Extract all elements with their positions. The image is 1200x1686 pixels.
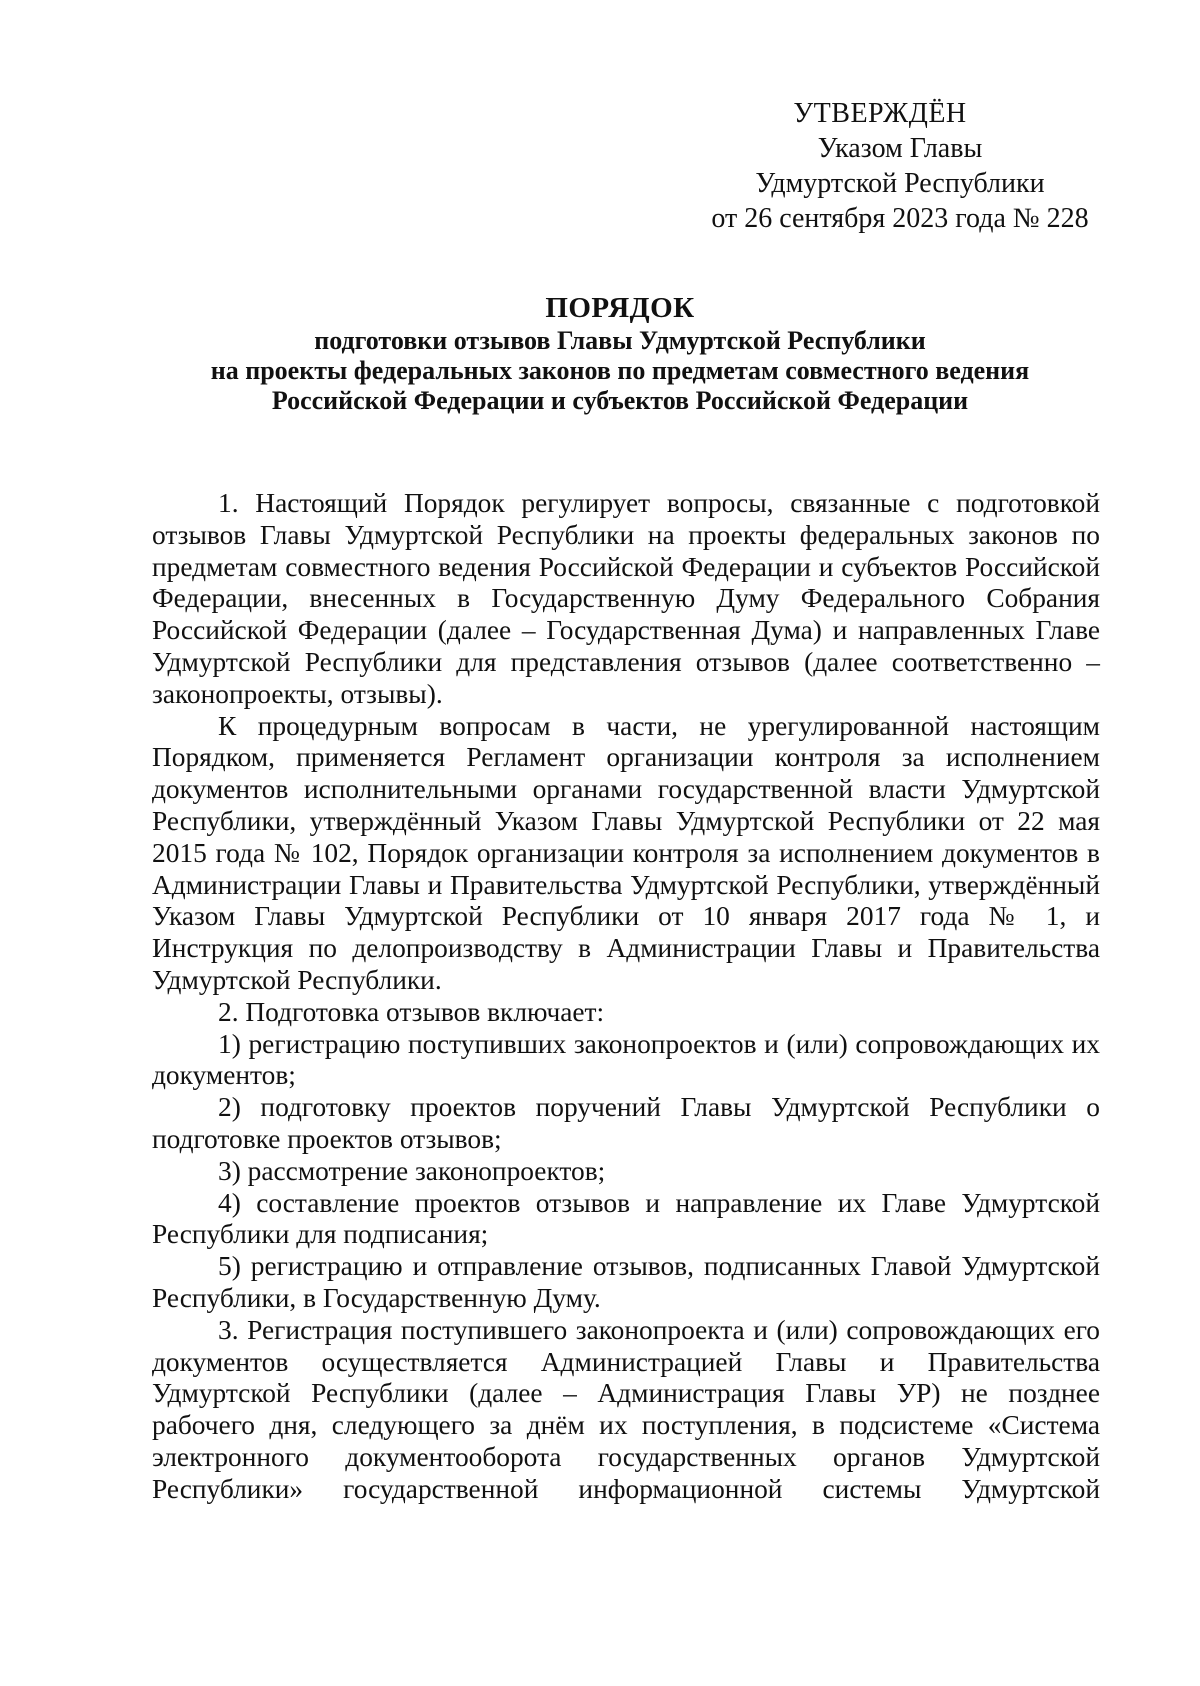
paragraph-3: 3. Регистрация поступившего законопроекта и (или) сопровождающих его документов осуществляется Администрацией Главы и Правительства Удмуртской Республики (далее – Администрация Главы УР) не позднее рабочего дня, следующего за днём их поступления, в подсистеме «Система электронного документооборота государственных органов Удмуртской Республики» государственной информационной системы Удмуртской — [152, 1314, 1100, 1504]
list-item-4: 4) составление проектов отзывов и направление их Главе Удмуртской Республики для подписания; — [152, 1187, 1100, 1250]
document-body — [152, 488, 1100, 1506]
list-item-3: 3) рассмотрение законопроектов; — [218, 1155, 606, 1186]
document-subtitle-line-1: подготовки отзывов Главы Удмуртской Республики — [314, 326, 926, 355]
list-item-1: 1) регистрацию поступивших законопроектов и (или) сопровождающих их документов; — [152, 1028, 1100, 1091]
approval-stamp — [690, 96, 1110, 236]
approval-line-republic: Удмуртской Республики — [755, 168, 1045, 199]
paragraph-2: 2. Подготовка отзывов включает: — [218, 996, 605, 1027]
paragraph-1: 1. Настоящий Порядок регулирует вопросы, связанные с подготовкой отзывов Главы Удмуртской Республики на проекты федеральных законов по предметам совместного ведения Российской Федерации и субъектов Российской Федерации, внесенных в Государственную Думу Федерального Собрания Российской Федерации (далее – Государственная Дума) и направленных Главе Удмуртской Республики для представления отзывов (далее соответственно – законопроекты, отзывы). — [152, 488, 1100, 709]
document-subtitle-line-3: Российской Федерации и субъектов Российской Федерации — [271, 386, 969, 415]
list-item-5: 5) регистрацию и отправление отзывов, подписанных Главой Удмуртской Республики, в Государственную Думу. — [152, 1251, 1100, 1313]
document-title-block — [140, 290, 1100, 416]
list-item-2: 2) подготовку проектов поручений Главы Удмуртской Республики о подготовке проектов отзывов; — [152, 1092, 1100, 1154]
approval-word: УТВЕРЖДЁН — [793, 98, 967, 129]
document-subtitle-line-2: на проекты федеральных законов по предметам совместного ведения — [210, 356, 1030, 385]
approval-line-date: от 26 сентября 2023 года № 228 — [711, 203, 1089, 234]
document-title: ПОРЯДОК — [545, 292, 695, 324]
paragraph-procedural: К процедурным вопросам в части, не урегулированной настоящим Порядком, применяется Регламент организации контроля за исполнением документов исполнительными органами государственной власти Удмуртской Республики, утверждённый Указом Главы Удмуртской Республики от 22 мая 2015 года № 102, Порядок организации контроля за исполнением документов в Администрации Главы и Правительства Удмуртской Республики, утверждённый Указом Главы Удмуртской Республики от 10 января 2017 года № 1, и Инструкция по делопроизводству в Администрации Главы и Правительства Удмуртской Республики. — [152, 710, 1100, 995]
approval-line-decree: Указом Главы — [817, 133, 983, 164]
